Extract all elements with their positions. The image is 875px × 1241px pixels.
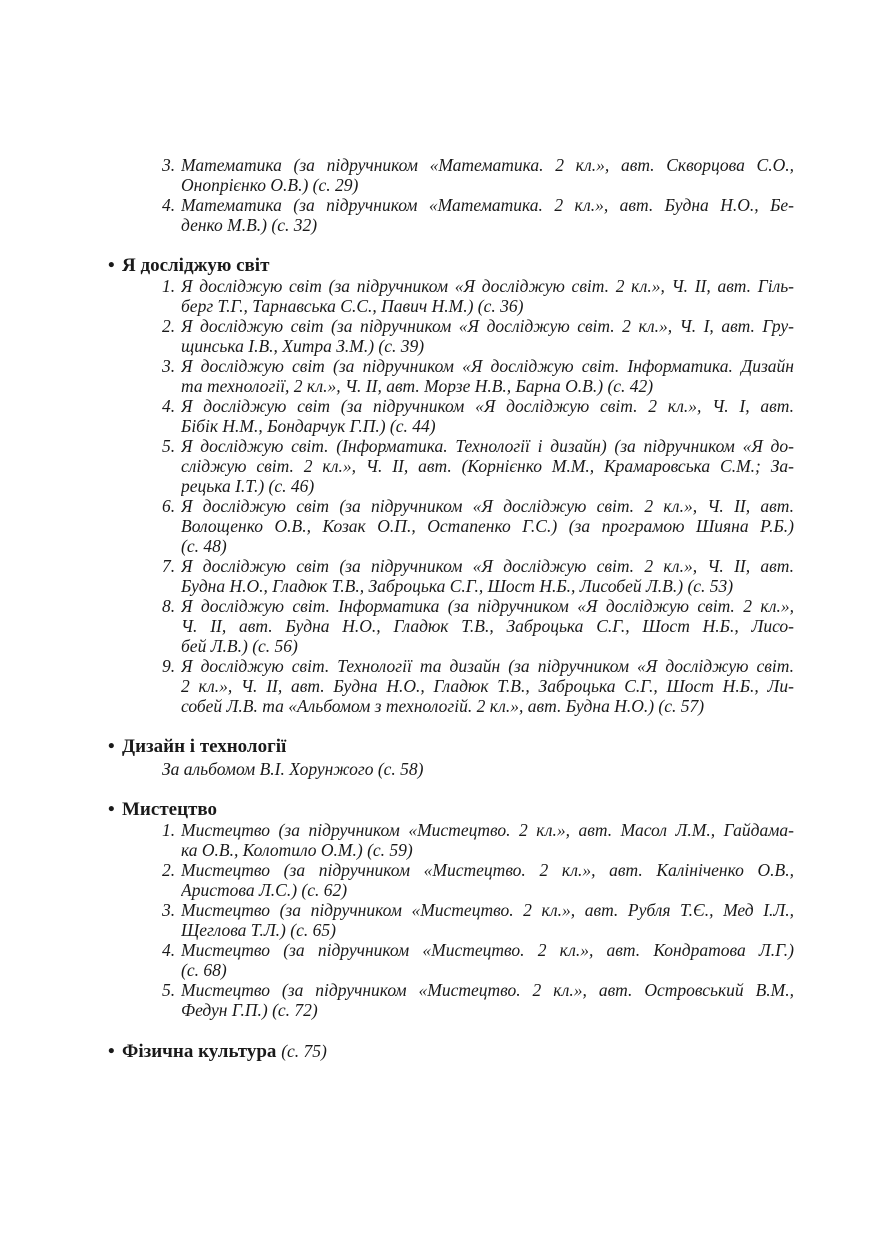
continued-list [108, 155, 794, 235]
list-item [108, 155, 794, 195]
list-item [108, 316, 794, 356]
item-number: 2. [162, 860, 176, 880]
item-text-line: 2 кл.», Ч. ІІ, авт. Будна Н.О., Гладюк Т.В., Заброцька С.Г., Шост Н.Б., Ли- [181, 676, 794, 696]
item-text-line: Я досліджую світ (за підручником «Я досліджую світ. 2 кл.», Ч. І, авт. [181, 396, 794, 416]
section-heading [108, 256, 794, 276]
bullet-icon: • [108, 799, 115, 820]
item-text-line: Аристова Л.С.) (с. 62) [181, 880, 348, 900]
list-item [108, 496, 794, 556]
item-text-line: ка О.В., Колотило О.М.) (с. 59) [181, 840, 413, 860]
section-heading [108, 1041, 794, 1061]
item-text-line: Онопрієнко О.В.) (с. 29) [181, 175, 359, 195]
item-number: 3. [162, 155, 176, 175]
section-note: За альбомом В.І. Хорунжого (с. 58) [162, 759, 424, 779]
section [108, 737, 794, 779]
list-item [108, 980, 794, 1020]
item-text-line: та технології, 2 кл.», Ч. ІІ, авт. Морзе Н.В., Барна О.В.) (с. 42) [181, 376, 654, 396]
list-item [108, 195, 794, 235]
item-text-line: Я досліджую світ. Інформатика (за підручником «Я досліджую світ. 2 кл.», [181, 596, 794, 616]
item-text-line: Я досліджую світ. Технології та дизайн (за підручником «Я досліджую світ. [181, 656, 794, 676]
bullet-icon: • [108, 736, 115, 757]
list-item [108, 356, 794, 396]
item-number: 5. [162, 436, 176, 456]
item-number: 3. [162, 356, 176, 376]
item-text-line: Я досліджую світ (за підручником «Я досліджую світ. 2 кл.», Ч. ІІ, авт. Гіль- [181, 276, 794, 296]
item-number: 5. [162, 980, 176, 1000]
item-text-line: Математика (за підручником «Математика. 2 кл.», авт. Скворцова С.О., [181, 155, 794, 175]
item-number: 7. [162, 556, 176, 576]
item-number: 8. [162, 596, 176, 616]
section-heading [108, 737, 794, 757]
section-title: Фізична культура [122, 1041, 277, 1062]
item-text-line: (с. 68) [181, 960, 227, 980]
list-item [108, 436, 794, 496]
item-text-line: Математика (за підручником «Математика. 2 кл.», авт. Будна Н.О., Бе- [181, 195, 794, 215]
item-text-line: Я досліджую світ (за підручником «Я досліджую світ. 2 кл.», Ч. І, авт. Гру- [181, 316, 794, 336]
item-text-line: Ч. ІІ, авт. Будна Н.О., Гладюк Т.В., Заброцька С.Г., Шост Н.Б., Лисо- [181, 616, 794, 636]
item-number: 6. [162, 496, 176, 516]
item-text-line: Федун Г.П.) (с. 72) [181, 1000, 318, 1020]
list-item [108, 860, 794, 900]
item-text-line: Будна Н.О., Гладюк Т.В., Заброцька С.Г., Шост Н.Б., Лисобей Л.В.) (с. 53) [181, 576, 734, 596]
section-title: Мистецтво [122, 799, 217, 820]
item-text-line: (с. 48) [181, 536, 227, 556]
item-number: 4. [162, 940, 176, 960]
list-item [108, 820, 794, 860]
item-text-line: Я досліджую світ (за підручником «Я досліджую світ. 2 кл.», Ч. ІІ, авт. [181, 556, 794, 576]
item-text-line: денко М.В.) (с. 32) [181, 215, 318, 235]
item-text-line: Я досліджую світ (за підручником «Я досліджую світ. 2 кл.», Ч. ІІ, авт. [181, 496, 794, 516]
item-number: 2. [162, 316, 176, 336]
item-text-line: сліджую світ. 2 кл.», Ч. ІІ, авт. (Корнієнко М.М., Крамаровська С.М.; За- [181, 456, 794, 476]
bullet-icon: • [108, 255, 115, 276]
item-text-line: Мистецтво (за підручником «Мистецтво. 2 кл.», авт. Рубля Т.Є., Мед І.Л., [181, 900, 794, 920]
section [108, 1041, 794, 1061]
section-title: Я досліджую світ [122, 255, 270, 276]
item-number: 1. [162, 276, 176, 296]
item-text-line: Мистецтво (за підручником «Мистецтво. 2 кл.», авт. Масол Л.М., Гайдама- [181, 820, 794, 840]
page-reference: (с. 75) [281, 1041, 327, 1061]
list-item [108, 396, 794, 436]
list-item [108, 900, 794, 940]
item-text-line: Я досліджую світ (за підручником «Я досліджую світ. Інформатика. Дизайн [181, 356, 794, 376]
list-item [108, 940, 794, 980]
item-text-line: Волощенко О.В., Козак О.П., Остапенко Г.С.) (за програмою Шияна Р.Б.) [181, 516, 794, 536]
item-text-line: Я досліджую світ. (Інформатика. Технології і дизайн) (за підручником «Я до- [181, 436, 794, 456]
section [108, 800, 794, 1020]
section [108, 256, 794, 716]
bullet-icon: • [108, 1041, 115, 1062]
section-heading [108, 800, 794, 820]
item-text-line: берг Т.Г., Тарнавська С.С., Павич Н.М.) (с. 36) [181, 296, 524, 316]
item-number: 4. [162, 195, 176, 215]
item-text-line: Щеглова Т.Л.) (с. 65) [181, 920, 336, 940]
list-item [108, 596, 794, 656]
item-text-line: Мистецтво (за підручником «Мистецтво. 2 кл.», авт. Калініченко О.В., [181, 860, 794, 880]
item-text-line: Бібік Н.М., Бондарчук Г.П.) (с. 44) [181, 416, 436, 436]
item-text-line: Мистецтво (за підручником «Мистецтво. 2 кл.», авт. Островський В.М., [181, 980, 794, 1000]
item-text-line: рецька І.Т.) (с. 46) [181, 476, 315, 496]
list-item [108, 656, 794, 716]
item-text-line: щинська І.В., Хитра З.М.) (с. 39) [181, 336, 425, 356]
section-title: Дизайн і технології [122, 736, 287, 757]
list-item [108, 276, 794, 316]
item-text-line: бей Л.В.) (с. 56) [181, 636, 298, 656]
item-number: 3. [162, 900, 176, 920]
item-text-line: собей Л.В. та «Альбомом з технологій. 2 кл.», авт. Будна Н.О.) (с. 57) [181, 696, 705, 716]
item-number: 9. [162, 656, 176, 676]
list-item [108, 556, 794, 596]
item-text-line: Мистецтво (за підручником «Мистецтво. 2 кл.», авт. Кондратова Л.Г.) [181, 940, 794, 960]
contents-page [108, 155, 794, 1061]
item-number: 1. [162, 820, 176, 840]
item-number: 4. [162, 396, 176, 416]
